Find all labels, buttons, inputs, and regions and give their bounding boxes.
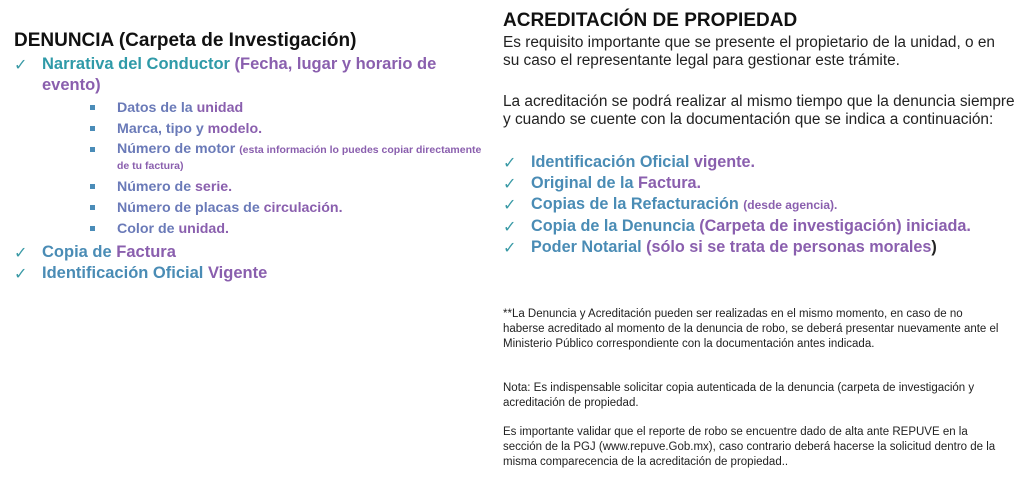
subitem-text-accent: circulación. (263, 200, 343, 216)
doc-label-accent: (sólo si se trata de personas morales (646, 238, 932, 256)
square-bullet-icon (90, 147, 95, 152)
doc-label-accent: (desde agencia). (743, 198, 838, 212)
square-bullet-icon (90, 205, 95, 210)
identificacion-accent: Vigente (207, 264, 268, 282)
narrativa-detail: (Fecha, lugar y horario de evento) (42, 55, 437, 94)
check-mark-icon: ✓ (503, 153, 517, 172)
requirement-paragraph: Es requisito importante que se presente el propietario de la unidad, o en su caso el representante legal para gestionar este trámite. (503, 34, 995, 69)
unit-data-list (42, 98, 494, 240)
subitem-text: Color de (117, 221, 179, 237)
list-item (42, 140, 494, 177)
doc-label: Copia de la Denuncia (531, 217, 700, 235)
list-item (42, 219, 494, 240)
check-mark-icon: ✓ (503, 195, 517, 214)
denuncia-title: DENUNCIA (Carpeta de Investigación) (14, 30, 357, 51)
list-item (42, 177, 494, 198)
list-item (503, 237, 1015, 258)
subitem-text-accent: unidad. (178, 221, 229, 237)
square-bullet-icon (90, 126, 95, 131)
subitem-text: Marca, tipo y (117, 121, 208, 137)
subitem-text-accent: (esta información lo puedes copiar directamente de tu factura) (117, 144, 482, 172)
list-item (503, 173, 1015, 194)
identificacion-label: Identificación Oficial (42, 264, 208, 282)
doc-label: Original de la (531, 174, 639, 192)
list-item (42, 119, 494, 140)
subitem-text: Número de placas de (117, 200, 264, 216)
square-bullet-icon (90, 226, 95, 231)
list-item (42, 98, 494, 119)
footnote-nota: Nota: Es indispensable solicitar copia autenticada de la denuncia (carpeta de investigación y acreditación de propiedad. (503, 382, 975, 409)
documentation-list (503, 152, 1015, 258)
doc-label-close: ) (931, 238, 937, 256)
list-item (503, 194, 1015, 216)
copia-factura-label: Copia de (42, 243, 117, 261)
denuncia-requirements-list (14, 54, 494, 284)
narrativa-label: Narrativa del Conductor (42, 55, 235, 73)
doc-label: Identificación Oficial (531, 153, 694, 171)
list-item (42, 198, 494, 219)
check-mark-icon: ✓ (503, 217, 517, 236)
list-item (14, 242, 494, 263)
doc-label-accent: Factura. (638, 174, 702, 192)
check-mark-icon: ✓ (14, 264, 28, 283)
doc-label-accent: (Carpeta de investigación) iniciada. (699, 217, 971, 235)
subitem-text-accent: modelo. (207, 121, 263, 137)
check-mark-icon: ✓ (503, 238, 517, 257)
list-item (14, 263, 494, 284)
acreditacion-title: ACREDITACIÓN DE PROPIEDAD (503, 10, 798, 31)
subitem-text-accent: serie. (195, 179, 233, 195)
check-mark-icon: ✓ (14, 243, 28, 262)
check-mark-icon: ✓ (503, 174, 517, 193)
list-item (14, 54, 494, 240)
check-mark-icon: ✓ (14, 55, 28, 74)
footnote-repuve: Es importante validar que el reporte de robo se encuentre dado de alta ante REPUVE en la sección de la PGJ (www.repuve.Gob.mx), caso contrario deberá hacerse la solicitud dentro de la misma comparecencia de la acreditación de propiedad.. (503, 426, 996, 468)
doc-label: Copias de la Refacturación (531, 195, 744, 213)
copia-factura-accent: Factura (116, 243, 176, 261)
list-item (503, 152, 1015, 173)
subitem-text: Número de motor (117, 141, 240, 157)
square-bullet-icon (90, 184, 95, 189)
subitem-text-accent: unidad (196, 100, 244, 116)
doc-label: Poder Notarial (531, 238, 647, 256)
footnote-denuncia: **La Denuncia y Acreditación pueden ser realizadas en el mismo momento, en caso de no haberse acreditado al momento de la denuncia de robo, se deberá presentar nuevamente ante el Ministerio Público correspondiente con la documentación antes indicada. (503, 308, 999, 350)
subitem-text: Datos de la (117, 100, 197, 116)
list-item (503, 216, 1015, 237)
acreditacion-paragraph: La acreditación se podrá realizar al mismo tiempo que la denuncia siempre y cuando se cuente con la documentación que se indica a continuación: (503, 93, 1015, 128)
doc-label-accent: vigente. (693, 153, 755, 171)
square-bullet-icon (90, 105, 95, 110)
subitem-text: Número de (117, 179, 196, 195)
